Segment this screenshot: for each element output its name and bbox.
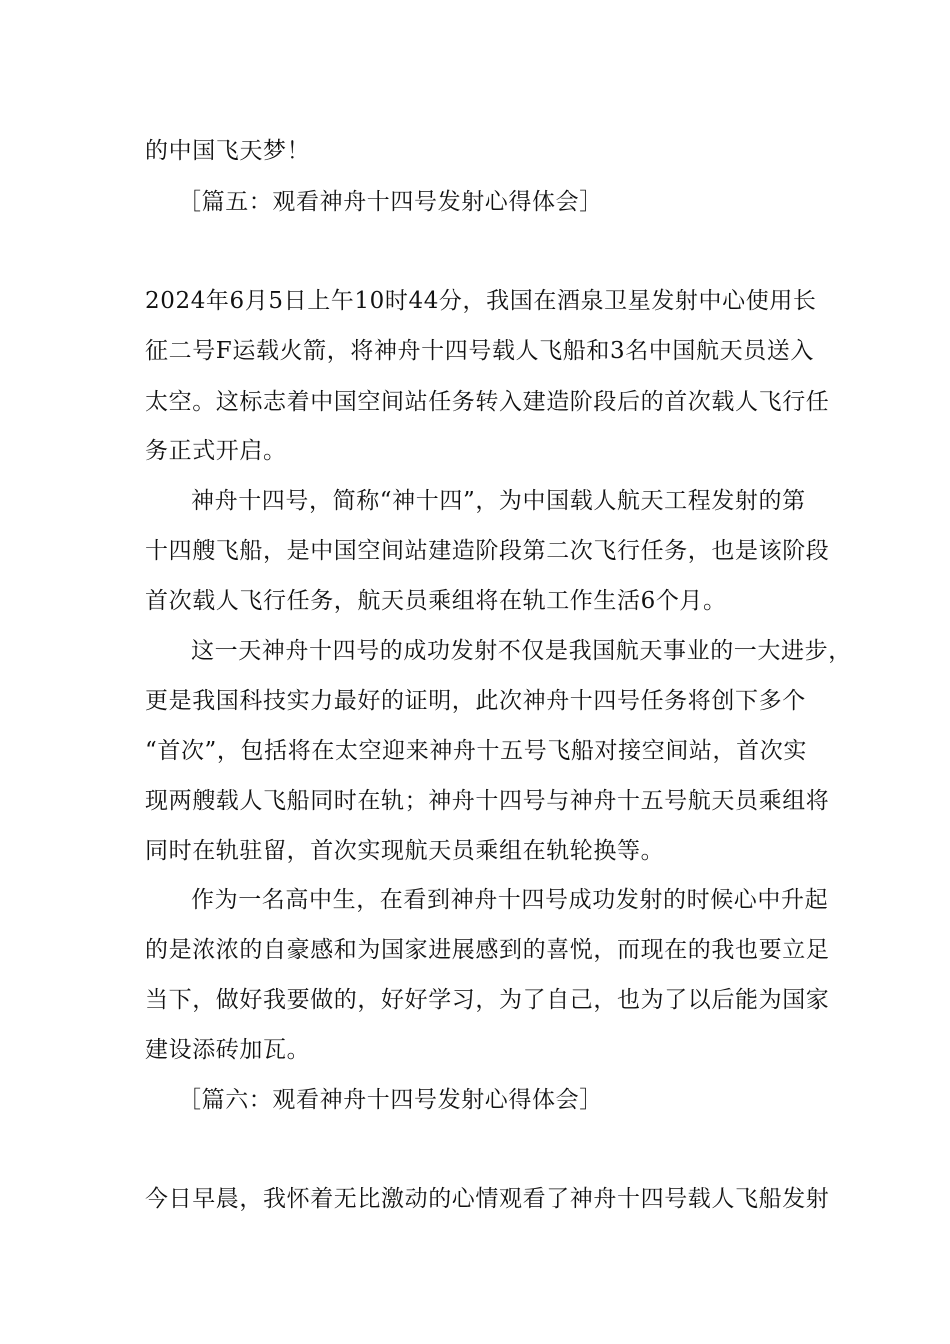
text-line: 这一天神舟十四号的成功发射不仅是我国航天事业的一大进步，	[191, 638, 852, 664]
section-heading: ［篇五：观看神舟十四号发射心得体会］	[178, 189, 603, 215]
text-line: 太空。这标志着中国空间站任务转入建造阶段后的首次载人飞行任	[145, 389, 830, 415]
text-line: 当下，做好我要做的，好好学习，为了自己，也为了以后能为国家	[145, 987, 830, 1013]
text-line: 现两艘载人飞船同时在轨；神舟十四号与神舟十五号航天员乘组将	[145, 788, 830, 814]
text-line: 神舟十四号，简称“神十四”，为中国载人航天工程发射的第	[191, 488, 806, 514]
text-line: 的是浓浓的自豪感和为国家进展感到的喜悦，而现在的我也要立足	[145, 937, 830, 963]
text-line: 务正式开启。	[145, 438, 287, 464]
text-line: 十四艘飞船，是中国空间站建造阶段第二次飞行任务，也是该阶段	[145, 538, 830, 564]
text-line: 建设添砖加瓦。	[145, 1037, 311, 1063]
text-line: 同时在轨驻留，首次实现航天员乘组在轨轮换等。	[145, 838, 665, 864]
section-heading: ［篇六：观看神舟十四号发射心得体会］	[178, 1087, 603, 1113]
text-line: 首次载人飞行任务，航天员乘组将在轨工作生活6个月。	[145, 588, 727, 614]
text-line: 征二号F运载火箭，将神舟十四号载人飞船和3名中国航天员送入	[145, 338, 814, 364]
text-line: 更是我国科技实力最好的证明，此次神舟十四号任务将创下多个	[145, 688, 806, 714]
text-line: 2024年6月5日上午10时44分，我国在酒泉卫星发射中心使用长	[145, 288, 817, 314]
text-line: “首次”，包括将在太空迎来神舟十五号飞船对接空间站，首次实	[145, 738, 807, 764]
text-line: 作为一名高中生，在看到神舟十四号成功发射的时候心中升起	[191, 887, 829, 913]
text-line: 的中国飞天梦！	[145, 138, 311, 164]
text-line: 今日早晨，我怀着无比激动的心情观看了神舟十四号载人飞船发射	[145, 1186, 830, 1212]
